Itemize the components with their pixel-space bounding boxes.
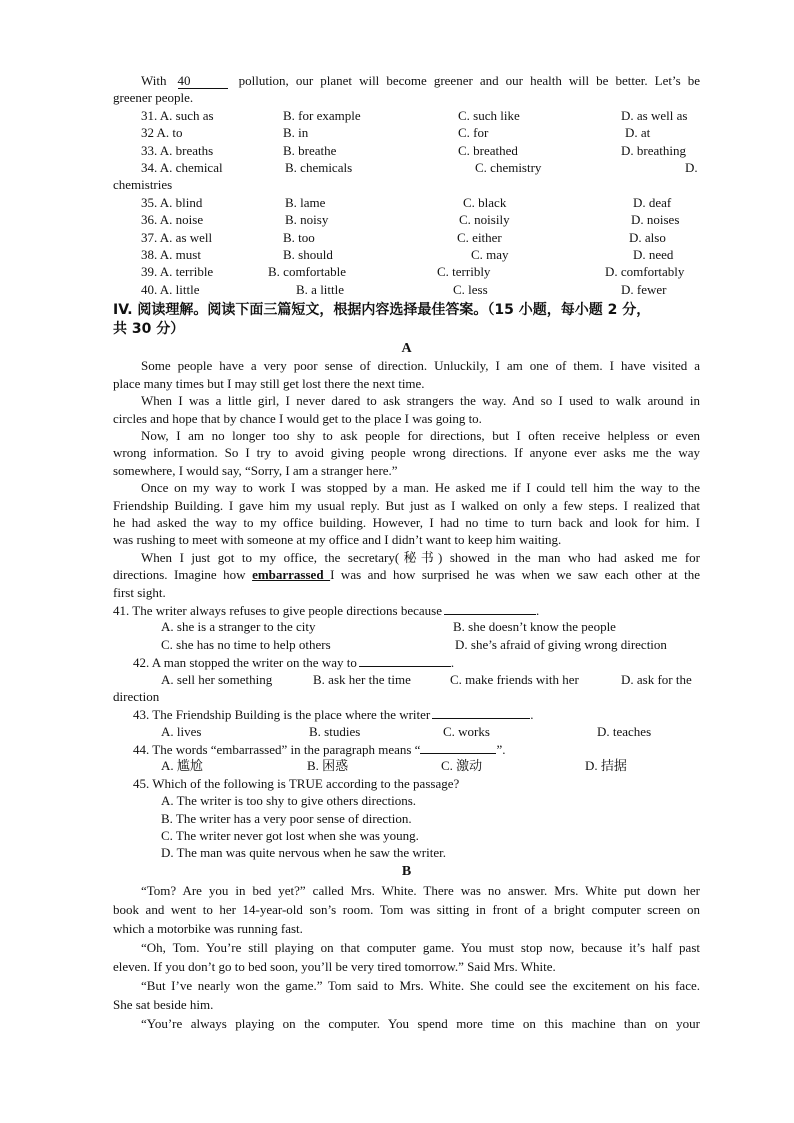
option-a[interactable]: 39. A. terrible [141,264,214,280]
passage-line: circles and hope that by chance I would get to the place I was going to. [113,410,482,426]
passage-title: A [401,341,412,357]
passage-line: Friendship Building. I gave him my usual reply. But just as I walked on only a few steps. I realized that [113,497,700,513]
option-row [113,281,700,298]
option-a[interactable]: A. she is a stranger to the city [161,619,316,635]
option-a[interactable]: 31. A. such as [141,107,214,123]
option-d[interactable]: D. The man was quite nervous when he saw the writer. [161,845,446,861]
question-text: 43. The Friendship Building is the place where the writer [133,707,431,723]
option-row [113,246,700,263]
option-row [113,636,700,653]
passage-line: Some people have a very poor sense of direction. Unluckily, I am one of them. I have visited a [141,358,700,374]
passage-line [113,566,700,583]
question-43 [113,705,700,722]
option-c[interactable]: C. noisily [459,212,510,228]
option-a[interactable]: 38. A. must [141,246,201,262]
option-c[interactable]: C. make friends with her [450,671,579,687]
section-heading [113,301,700,339]
questions-a [113,601,700,862]
passage-line: which a motorbike was running fast. [113,920,303,936]
option-wrap: chemistries [113,177,173,193]
option-row [113,723,700,740]
passage-line: Now, I am no longer too shy to ask people for directions, but I often receive helpless or even [141,428,700,444]
option-d[interactable]: D. teaches [597,723,652,739]
option-b[interactable]: B. The writer has a very poor sense of direction. [161,810,412,826]
passage-line: he had asked the way to my office building. However, I had no time to turn back and look for him. I [113,514,700,530]
option-d[interactable]: D. noises [631,212,680,228]
section-heading-line: 共 30 分） [113,321,185,338]
passage-line: “Oh, Tom. You’re still playing on that computer game. You must stop now, because it’s half past [141,939,700,955]
option-b[interactable]: B. ask her the time [313,671,411,687]
passage-a [113,357,700,600]
option-b[interactable]: B. she doesn’t know the people [453,619,616,635]
option-row [113,142,700,159]
question-42 [113,653,700,670]
exam-page [113,70,700,1031]
option-b[interactable]: B. noisy [285,212,329,228]
passage-line: “But I’ve nearly won the game.” Tom said to Mrs. White. She could see the excitement on his face. [141,977,700,993]
option-d[interactable]: D. at [625,125,651,141]
option-b[interactable]: B. comfortable [268,264,346,280]
period: . [530,707,534,723]
option-a[interactable]: 33. A. breaths [141,142,214,158]
option-b[interactable]: B. too [283,229,315,245]
option-a[interactable]: 40. A. little [141,281,200,297]
option-row [113,263,700,280]
answer-blank[interactable] [432,705,530,719]
answer-blank[interactable] [178,74,228,89]
passage-line: first sight. [113,584,166,600]
option-d[interactable]: D. also [629,229,666,245]
option-c[interactable]: C. breathed [458,142,518,158]
option-b[interactable]: B. chemicals [285,159,353,175]
passage-line: “Tom? Are you in bed yet?” called Mrs. White. There was no answer. Mrs. White put down her [141,882,700,898]
option-row [113,194,700,211]
passage-text: directions. Imagine how [113,567,253,583]
option-a[interactable]: A. 尴尬 [161,758,203,774]
option-d[interactable]: D. fewer [621,281,667,297]
option-b[interactable]: B. a little [296,281,345,297]
cloze-text: pollution, our planet will become greener and our health will be better. Let’s be [238,73,700,88]
passage-text: I was and how surprised he was when we saw each other at the [330,567,700,583]
cloze-paragraph-line [113,72,700,89]
question-45: 45. Which of the following is TRUE according to the passage? [133,775,460,791]
option-c[interactable]: C. black [463,194,507,210]
option-c[interactable]: C. works [443,723,490,739]
option-d[interactable]: D. comfortably [605,264,685,280]
passage-line: Once on my way to work I was stopped by a man. He asked me if I could tell him the way to the [141,480,700,496]
question-41 [113,601,700,618]
option-d[interactable]: D. 拮据 [585,758,627,774]
option-c[interactable]: C. she has no time to help others [161,636,331,652]
option-row [113,107,700,124]
question-44 [113,740,700,757]
option-wrap: direction [113,688,160,704]
option-d[interactable]: D. need [633,246,674,262]
passage-b [113,881,700,1033]
option-d[interactable]: D. she’s afraid of giving wrong direction [455,636,667,652]
option-row [113,211,700,228]
option-d[interactable]: D. breathing [621,142,686,158]
passage-line: was rushing to meet with someone at my office and I didn’t want to keep him waiting. [113,532,562,548]
option-c[interactable]: C. 激动 [441,758,483,774]
passage-line: She sat beside him. [113,996,214,1012]
option-a[interactable]: A. sell her something [161,671,273,687]
cloze-text: With [141,73,167,88]
question-text: 41. The writer always refuses to give people directions because [113,602,442,618]
option-row [113,124,700,141]
passage-line: When I was a little girl, I never dared to ask strangers the way. And so I used to walk around in [141,393,700,409]
option-d[interactable]: D. deaf [633,194,672,210]
answer-blank[interactable] [359,653,451,667]
cloze-paragraph-line: greener people. [113,90,194,106]
option-row [113,757,700,774]
option-c[interactable]: C. may [471,246,509,262]
option-a[interactable]: 37. A. as well [141,229,213,245]
passage-line: place many times but I may still get lost there the next time. [113,375,425,391]
cloze-options [113,107,700,298]
question-text: 42. A man stopped the writer on the way to [133,655,357,671]
passage-line: somewhere, I would say, “Sorry, I am a stranger here.” [113,462,398,478]
passage-title: B [401,863,412,879]
option-a[interactable]: A. lives [161,723,202,739]
option-c[interactable]: C. The writer never got lost when she was young. [161,828,419,844]
passage-line: When I just got to my office, the secretary(秘书) showed in the man who had asked me for [141,549,700,565]
question-text: 44. The words “embarrassed” in the paragraph means “ [133,742,421,758]
option-row [113,618,700,635]
option-d[interactable]: D. ask for the [621,671,692,687]
option-d[interactable]: D. as well as [621,107,688,123]
underlined-word: embarrassed [252,567,331,583]
option-b[interactable]: B. 困惑 [307,758,349,774]
option-a[interactable]: A. The writer is too shy to give others directions. [161,793,417,809]
answer-blank[interactable] [420,740,496,754]
section-heading-line: IV. 阅读理解。阅读下面三篇短文，根据内容选择最佳答案。（15 小题，每小题 2 分， [113,302,651,319]
option-b[interactable]: B. lame [285,194,326,210]
option-b[interactable]: B. breathe [283,142,337,158]
option-row [113,229,700,246]
option-c[interactable]: C. terribly [437,264,491,280]
question-text: ”. [496,742,506,758]
period: . [535,602,540,618]
option-row [113,671,700,688]
option-a[interactable]: 35. A. blind [141,194,203,210]
period: . [450,655,455,671]
option-b[interactable]: B. for example [283,107,361,123]
option-c[interactable]: C. such like [458,107,520,123]
option-c[interactable]: C. less [453,281,488,297]
passage-line: wrong information. So I try to avoid giving people wrong directions. If anyone ever asks me the way [113,445,700,461]
option-c[interactable]: C. for [458,125,489,141]
option-a[interactable]: 32 A. to [141,125,183,141]
option-b[interactable]: B. in [283,125,309,141]
option-a[interactable]: 36. A. noise [141,212,204,228]
option-b[interactable]: B. studies [309,723,361,739]
option-d[interactable]: D. [685,159,698,175]
option-row [113,159,700,176]
option-c[interactable]: C. either [457,229,502,245]
blank-number: 40 [177,73,191,88]
passage-line: “You’re always playing on the computer. You spend more time on this machine than on your [141,1015,700,1031]
answer-blank[interactable] [444,601,536,615]
passage-line: eleven. If you don’t go to bed soon, you’ll be very tired tomorrow.” Said Mrs. White. [113,958,556,974]
option-a[interactable]: 34. A. chemical [141,159,223,175]
option-b[interactable]: B. should [283,246,333,262]
passage-line: book and went to her 14-year-old son’s room. Tom was sitting in front of a bright computer screen on [113,901,700,917]
option-c[interactable]: C. chemistry [475,159,542,175]
